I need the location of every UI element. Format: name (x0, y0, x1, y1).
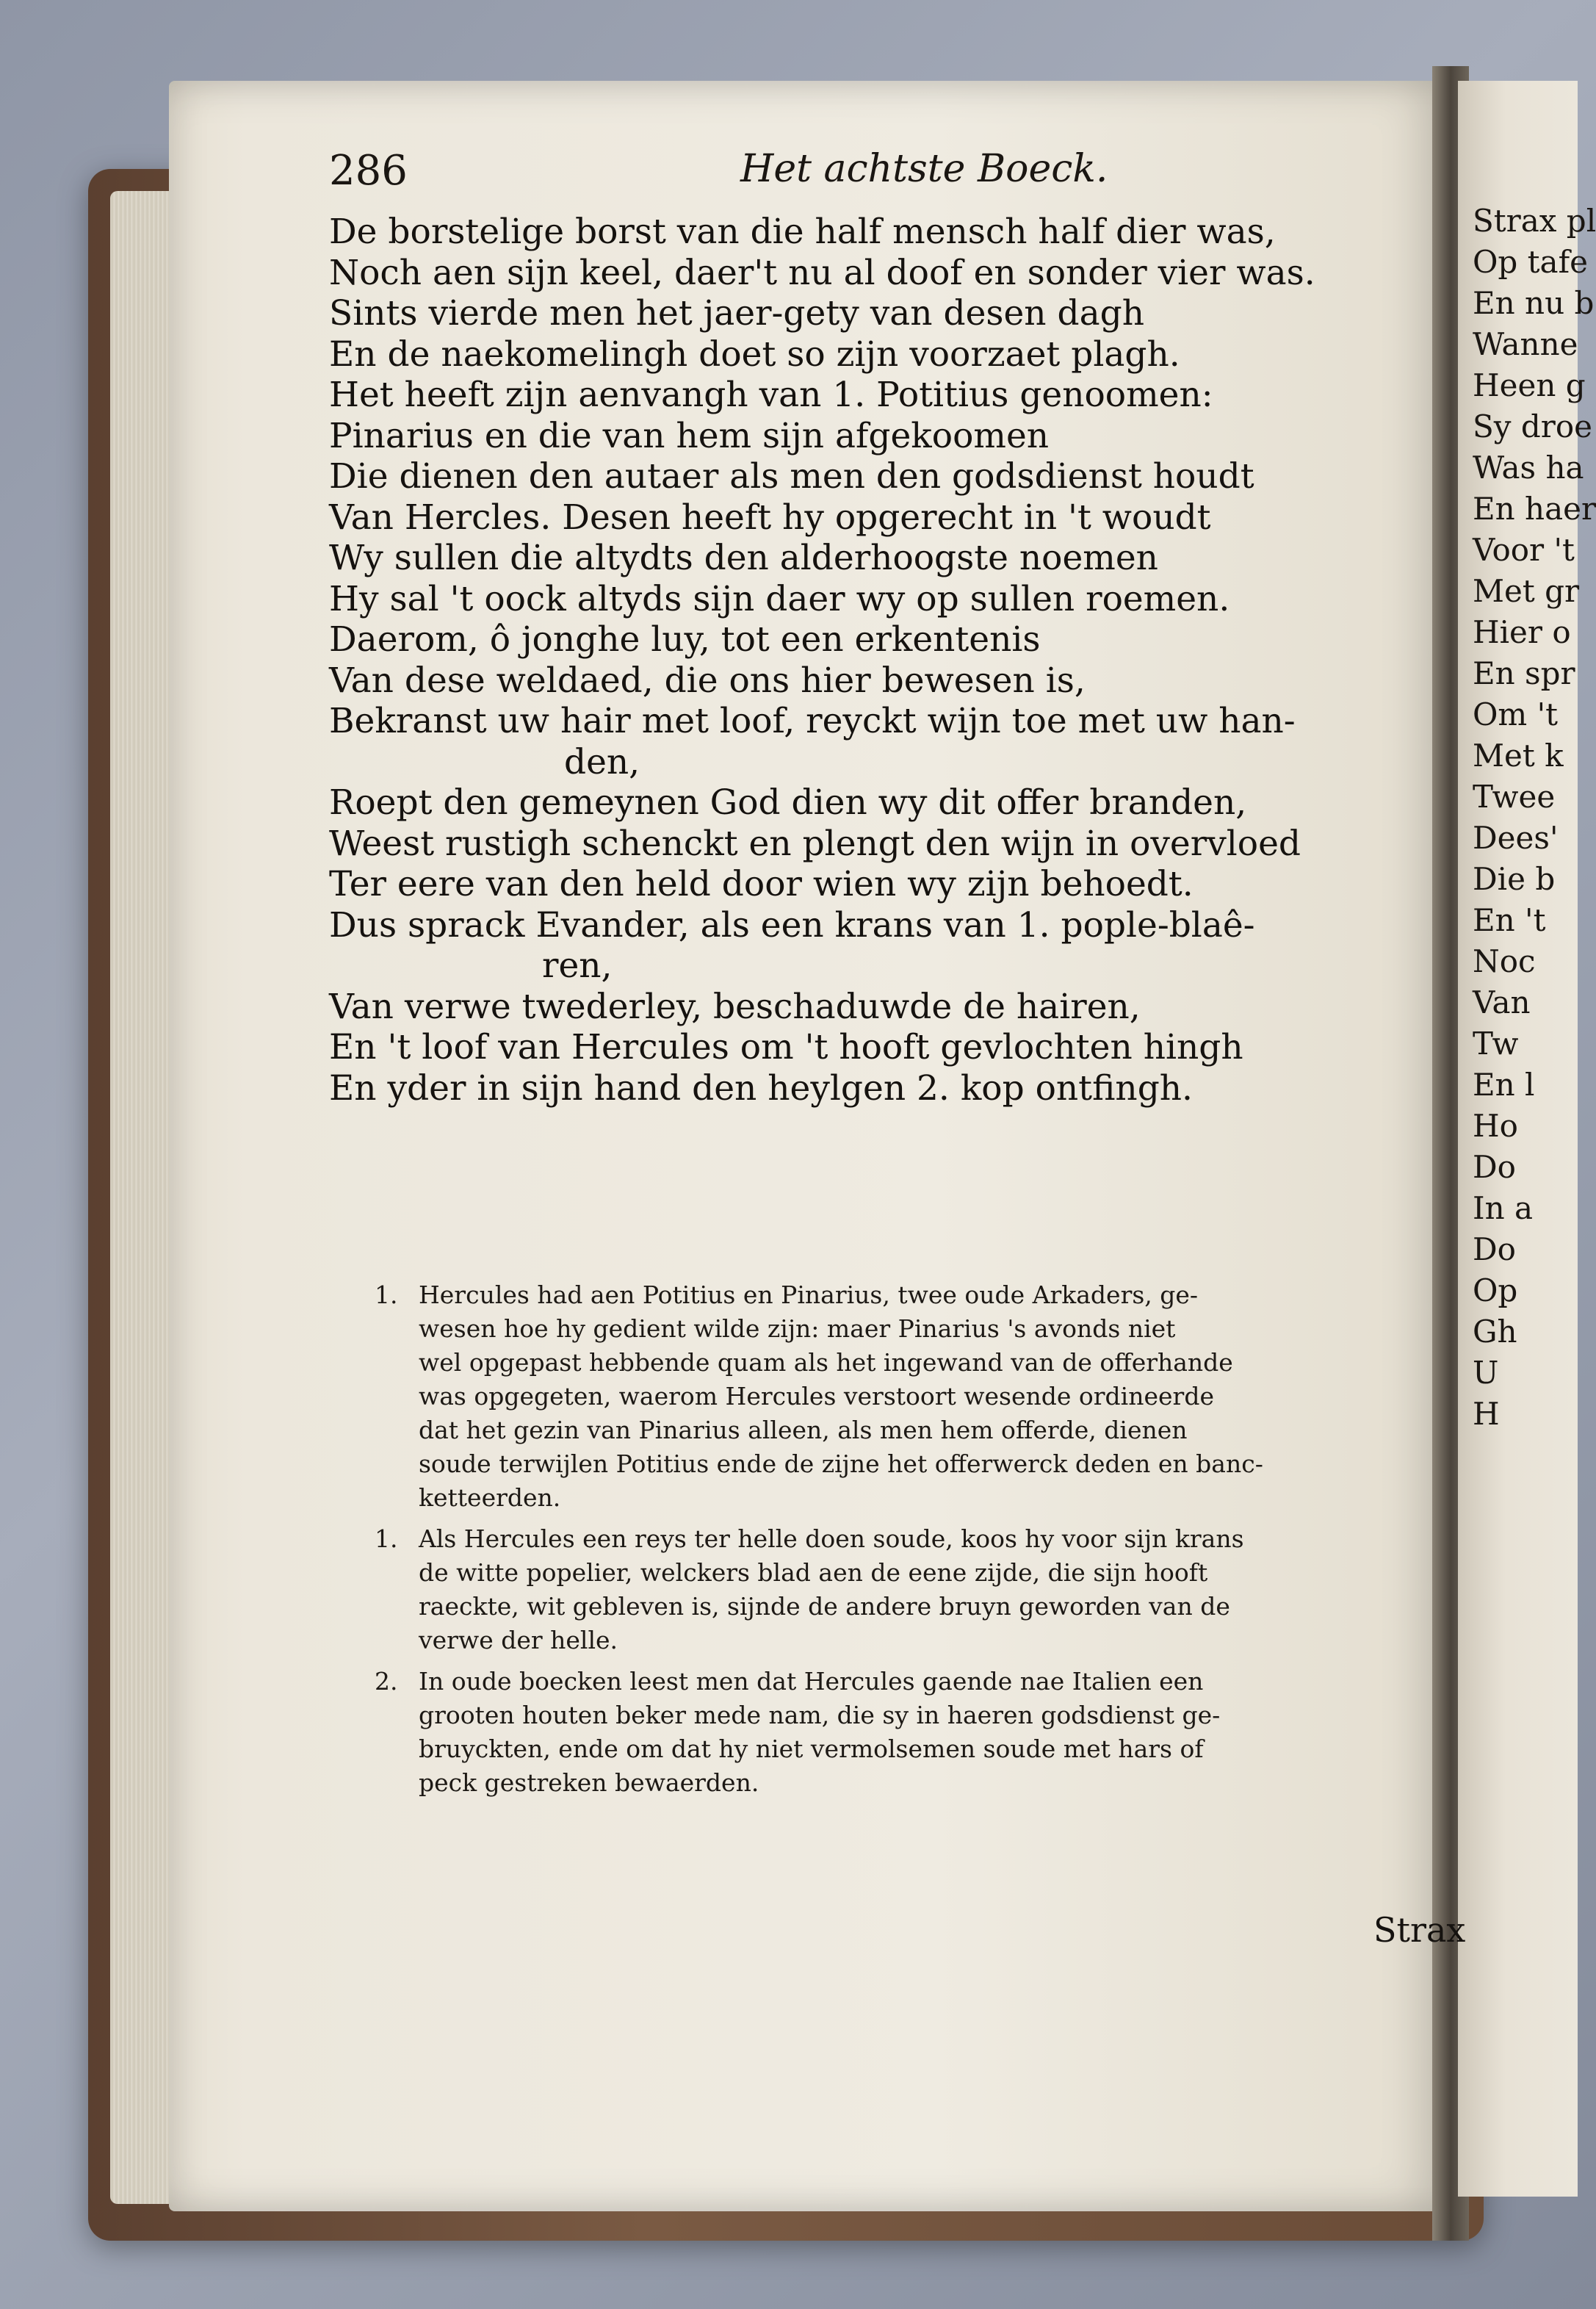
verse-line: Pinarius en die van hem sijn afgekoomen (329, 415, 1050, 456)
right-page-line: Do (1473, 1149, 1516, 1185)
right-page-line: En haer (1473, 491, 1596, 527)
verse-line: ren, (542, 945, 613, 986)
footnote-text: raeckte, wit gebleven is, sijnde de andere bruyn geworden van de (419, 1592, 1230, 1621)
footnote-text: wesen hoe hy gedient wilde zijn: maer Pinarius 's avonds niet (419, 1314, 1176, 1343)
verse-line: En yder in sijn hand den heylgen 2. kop ontfingh. (329, 1067, 1193, 1109)
page-number: 286 (329, 147, 408, 195)
footnote-line (375, 1380, 1454, 1413)
footnote-line (375, 1413, 1454, 1447)
footnote-text: ketteerden. (419, 1483, 561, 1512)
verse-line: De borstelige borst van die half mensch half dier was, (329, 212, 1276, 252)
footnotes (375, 1278, 1454, 1807)
right-page-line: Die b (1473, 861, 1556, 897)
footnote-text: peck gestreken bewaerden. (419, 1768, 759, 1797)
right-page-line: Wanne (1473, 326, 1578, 362)
footnote-line (375, 1522, 1454, 1556)
right-page-line: Met gr (1473, 573, 1580, 609)
footnote-line (375, 1447, 1454, 1481)
footnote-line (375, 1481, 1454, 1515)
footnote-line (375, 1278, 1454, 1312)
right-page-line: Do (1473, 1231, 1516, 1267)
right-page (1458, 81, 1596, 2197)
footnote-line (375, 1346, 1454, 1380)
right-page-line: Dees' (1473, 820, 1559, 856)
footnote-marker: 1. (375, 1524, 398, 1553)
right-page-line: En nu b (1473, 285, 1595, 321)
verse-line: Ter eere van den held door wien wy zijn behoedt. (329, 864, 1194, 904)
page-header (329, 147, 1431, 198)
footnote-text: soude terwijlen Potitius ende de zijne het offerwerck deden en banc- (419, 1449, 1263, 1478)
footnote-line (375, 1556, 1454, 1590)
running-title: Het achtste Boeck. (740, 147, 1108, 191)
footnote-text: wel opgepast hebbende quam als het ingewand van de offerhande (419, 1348, 1233, 1377)
right-page-line: Twee (1473, 779, 1556, 815)
footnote-line (375, 1732, 1454, 1766)
right-page-line: Met k (1473, 738, 1564, 774)
verse-line: den, (564, 741, 640, 782)
right-page-line: Strax pl (1473, 203, 1596, 239)
verse-line: Hy sal 't oock altyds sijn daer wy op sullen roemen. (329, 578, 1230, 619)
footnote-line (375, 1699, 1454, 1732)
footnote-line (375, 1766, 1454, 1800)
right-page-line: Hier o (1473, 614, 1571, 650)
verse-line: Roept den gemeynen God dien wy dit offer branden, (329, 782, 1247, 823)
footnote-text: de witte popelier, welckers blad aen de eene zijde, die sijn hooft (419, 1558, 1208, 1587)
footnote-text: In oude boecken leest men dat Hercules gaende nae Italien een (419, 1667, 1204, 1696)
footnote-text: bruyckten, ende om dat hy niet vermolsemen soude met hars of (419, 1735, 1204, 1763)
right-page-line: U (1473, 1355, 1499, 1391)
right-page-line: En 't (1473, 902, 1546, 938)
right-page-line: Sy droe (1473, 408, 1592, 444)
footnote-text: dat het gezin van Pinarius alleen, als men hem offerde, dienen (419, 1416, 1188, 1444)
right-page-line: Voor 't (1473, 532, 1575, 568)
verse-line: Van Hercles. Desen heeft hy opgerecht in 't woudt (329, 497, 1211, 538)
verse-block (329, 212, 1431, 1109)
right-page-line: H (1473, 1396, 1500, 1432)
verse-line: Bekranst uw hair met loof, reyckt wijn toe met uw han- (329, 701, 1296, 741)
verse-line: Van verwe twederley, beschaduwde de hairen, (329, 986, 1141, 1027)
footnote-line (375, 1312, 1454, 1346)
right-page-line: Van (1473, 984, 1531, 1020)
footnote-text: grooten houten beker mede nam, die sy in haeren godsdienst ge- (419, 1701, 1221, 1729)
right-page-line: In a (1473, 1190, 1534, 1226)
right-page-line: Om 't (1473, 696, 1559, 732)
right-page-line: Noc (1473, 943, 1536, 979)
footnote (375, 1278, 1454, 1515)
right-page-line: Was ha (1473, 450, 1584, 486)
verse-line: Die dienen den autaer als men den godsdienst houdt (329, 456, 1254, 497)
right-page-line: Heen g (1473, 367, 1586, 403)
verse-line: Sints vierde men het jaer-gety van desen dagh (329, 293, 1144, 334)
footnote-marker: 2. (375, 1667, 398, 1696)
verse-line: Daerom, ô jonghe luy, tot een erkentenis (329, 619, 1041, 660)
right-page-line: Op (1473, 1272, 1518, 1308)
verse-line: Het heeft zijn aenvangh van 1. Potitius genoomen: (329, 375, 1213, 415)
footnote-marker: 1. (375, 1280, 398, 1309)
right-page-line: Ho (1473, 1108, 1518, 1144)
verse-line: Van dese weldaed, die ons hier bewesen is, (329, 660, 1086, 701)
footnote (375, 1522, 1454, 1657)
footnote-text: was opgegeten, waerom Hercules verstoort wesende ordineerde (419, 1382, 1214, 1411)
footnote-text: Hercules had aen Potitius en Pinarius, twee oude Arkaders, ge- (419, 1280, 1199, 1309)
footnote-text: Als Hercules een reys ter helle doen soude, koos hy voor sijn krans (419, 1524, 1244, 1553)
catchword: Strax (1373, 1910, 1466, 1950)
footnote-line (375, 1665, 1454, 1699)
footnote-line (375, 1624, 1454, 1657)
right-page-line: Gh (1473, 1314, 1517, 1350)
verse-line: En 't loof van Hercules om 't hooft gevlochten hingh (329, 1027, 1243, 1067)
right-page-line: Op tafe (1473, 244, 1588, 280)
footnote-line (375, 1590, 1454, 1624)
right-page-line: Tw (1473, 1026, 1519, 1062)
verse-line: Noch aen sijn keel, daer't nu al doof en sonder vier was. (329, 252, 1315, 293)
verse-line: Wy sullen die altydts den alderhoogste noemen (329, 538, 1158, 578)
verse-line: Weest rustigh schenckt en plengt den wijn in overvloed (329, 823, 1301, 864)
right-page-line: En spr (1473, 655, 1575, 691)
verse-line: En de naekomelingh doet so zijn voorzaet plagh. (329, 334, 1180, 375)
footnote-text: verwe der helle. (419, 1626, 618, 1654)
verse-line: Dus sprack Evander, als een krans van 1. pople-blaê- (329, 904, 1255, 945)
right-page-line: En l (1473, 1067, 1535, 1103)
footnote (375, 1665, 1454, 1800)
